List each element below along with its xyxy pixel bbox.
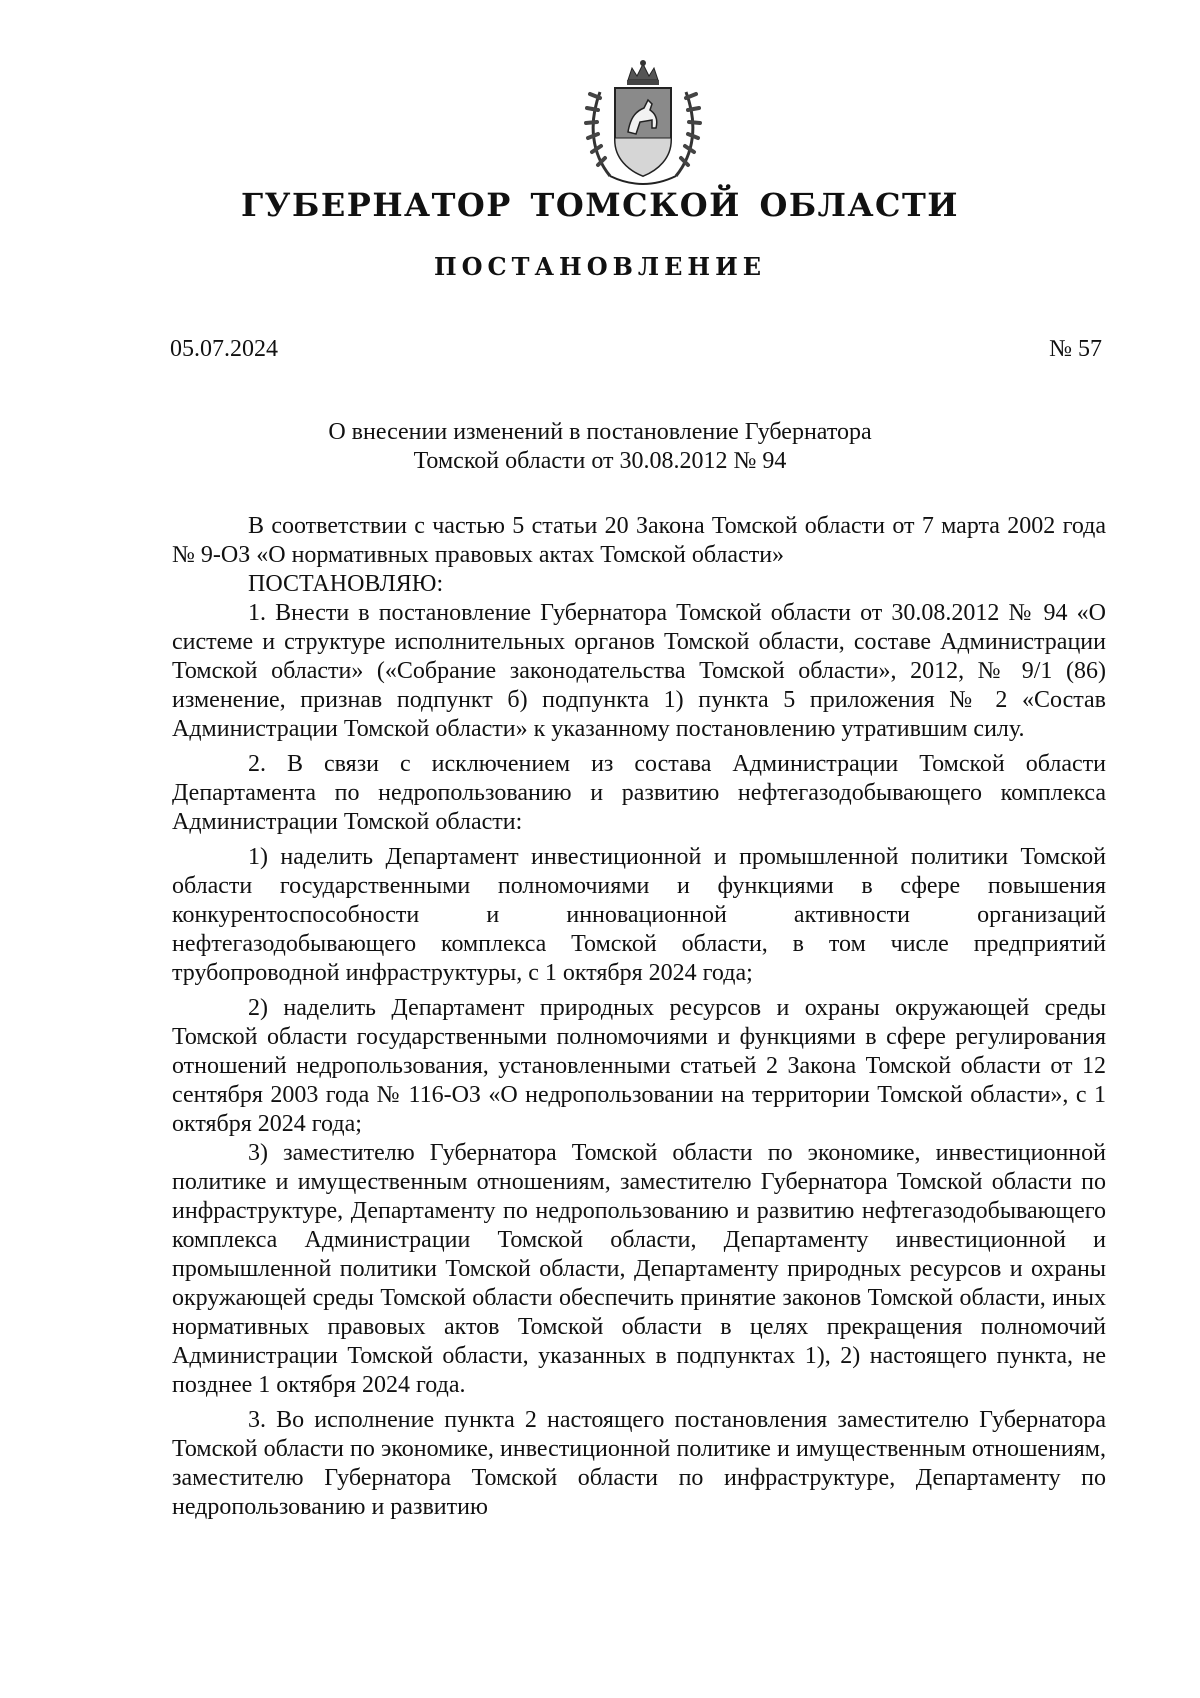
- document-type: ПОСТАНОВЛЕНИЕ: [433, 252, 767, 281]
- preamble-paragraph: В соответствии с частью 5 статьи 20 Закона Томской области от 7 марта 2002 года № 9-ОЗ «О нормативных правовых актах Томской области»: [172, 513, 1106, 568]
- tomsk-oblast-coat-of-arms-icon: [570, 58, 716, 192]
- subject-line: Томской области от 30.08.2012 № 94: [413, 448, 787, 474]
- paragraph-item-3: 3. Во исполнение пункта 2 настоящего постановления заместителю Губернатора Томской области по экономике, инвестиционной политике и имущественным отношениям, заместителю Губернатора Томской области по инфраструктуре, Департаменту по недропользованию и развитию: [172, 1407, 1106, 1520]
- paragraph-item-2-2: 2) наделить Департамент природных ресурсов и охраны окружающей среды Томской области государственными полномочиями и функциями в сфере регулирования отношений недропользования, установленными статьей 2 Закона Томской области от 12 сентября 2003 года № 116-ОЗ «О недропользовании на территории Томской области», с 1 октября 2024 года;: [172, 995, 1106, 1137]
- paragraph-item-1: 1. Внести в постановление Губернатора Томской области от 30.08.2012 № 94 «О системе и структуре исполнительных органов Томской области, составе Администрации Томской области» («Собрание законодательства Томской области», 2012, № 9/1 (86) изменение, признав подпункт б) подпункта 1) пункта 5 приложения № 2 «Состав Администрации Томской области» к указанному постановлению утратившим силу.: [172, 600, 1106, 742]
- subject-line: О внесении изменений в постановление Губернатора: [328, 419, 872, 445]
- paragraph-item-2-3: 3) заместителю Губернатора Томской области по экономике, инвестиционной политике и имущественным отношениям, заместителю Губернатора Томской области по инфраструктуре, Департаменту по недропользованию и развитию нефтегазодобывающего комплекса Администрации Томской области, Департаменту инвестиционной и промышленной политики Томской области, Департаменту природных ресурсов и охраны окружающей среды Томской области обеспечить принятие законов Томской области, иных нормативных правовых актов Томской области в целях прекращения полномочий Администрации Томской области, указанных в подпунктах 1), 2) настоящего пункта, не позднее 1 октября 2024 года.: [172, 1140, 1106, 1398]
- document-number: № 57: [1049, 336, 1102, 362]
- paragraph-item-2-1: 1) наделить Департамент инвестиционной и промышленной политики Томской области государственными полномочиями и функциями в сфере повышения конкурентоспособности и инновационной активности организаций нефтегазодобывающего комплекса Томской области, в том числе предприятий трубопроводной инфраструктуры, с 1 октября 2024 года;: [172, 844, 1106, 986]
- document-date: 05.07.2024: [170, 336, 278, 362]
- document-body: [172, 512, 1106, 1522]
- decree-word: ПОСТАНОВЛЯЮ:: [248, 571, 444, 597]
- document-subject: [0, 418, 1200, 476]
- governor-title: ГУБЕРНАТОР ТОМСКОЙ ОБЛАСТИ: [240, 186, 960, 224]
- paragraph-item-2: 2. В связи с исключением из состава Администрации Томской области Департамента по недропользованию и развитию нефтегазодобывающего комплекса Администрации Томской области:: [172, 751, 1106, 835]
